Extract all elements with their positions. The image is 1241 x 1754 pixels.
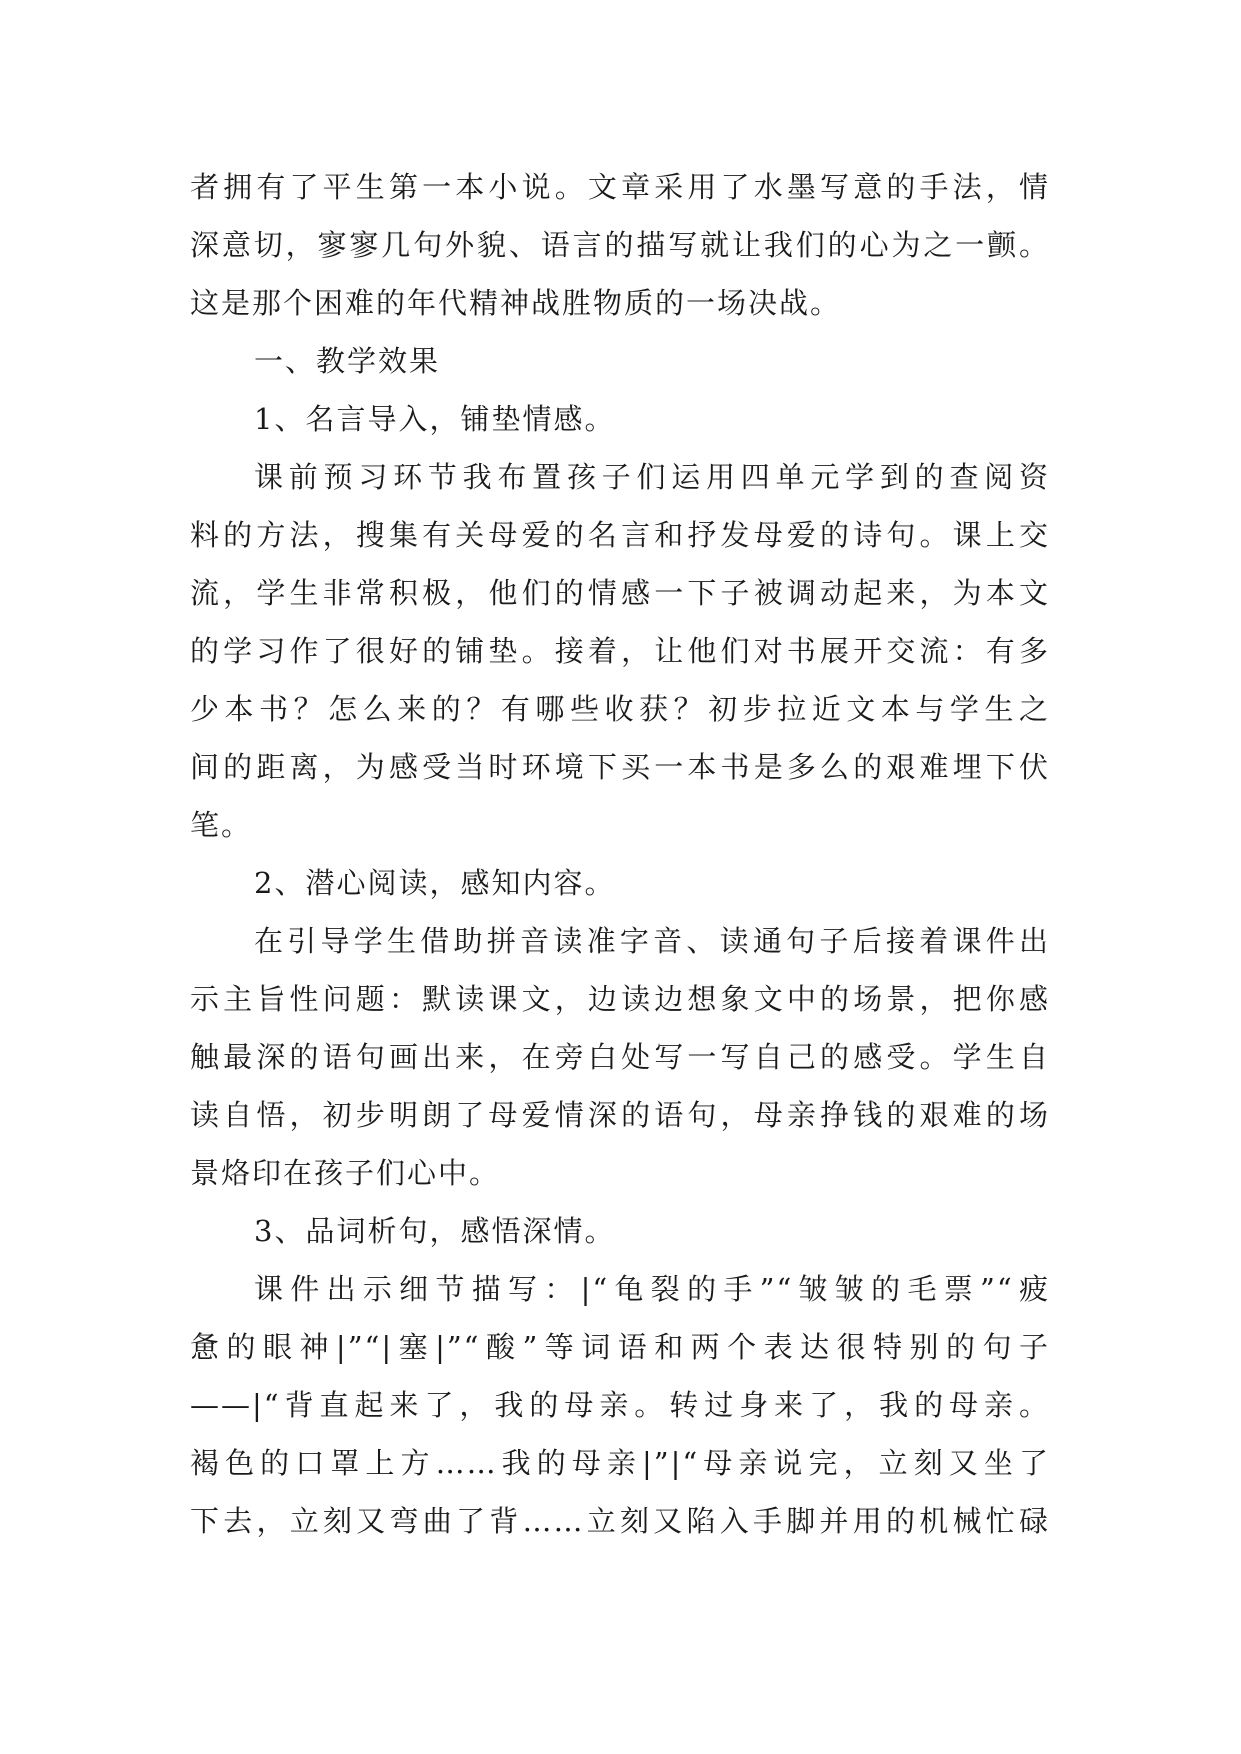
subsection-heading	[190, 390, 1050, 448]
subsection-heading	[190, 1202, 1050, 1260]
text-line: 褐色的口罩上方……我的母亲|”|“母亲说完，立刻又坐了	[190, 1446, 1050, 1480]
text-line: 一、教学效果	[254, 344, 441, 378]
text-line: 触最深的语句画出来，在旁白处写一写自己的感受。学生自	[190, 1040, 1050, 1074]
text-line: 深意切，寥寥几句外貌、语言的描写就让我们的心为之一颤。	[190, 228, 1050, 262]
paragraph	[190, 912, 1050, 1202]
text-line: 读自悟，初步明朗了母爱情深的语句，母亲挣钱的艰难的场	[190, 1098, 1050, 1132]
text-line: 惫的眼神|”“|塞|”“酸”等词语和两个表达很特别的句子	[190, 1330, 1050, 1364]
text-line: 下去，立刻又弯曲了背……立刻又陷入手脚并用的机械忙碌	[190, 1504, 1050, 1538]
text-line: 1、名言导入，铺垫情感。	[254, 402, 616, 436]
paragraph	[190, 448, 1050, 854]
text-line: 的学习作了很好的铺垫。接着，让他们对书展开交流：有多	[190, 634, 1050, 668]
text-line: 课件出示细节描写：|“龟裂的手”“皱皱的毛票”“疲	[254, 1272, 1050, 1306]
text-line: 少本书？怎么来的？有哪些收获？初步拉近文本与学生之	[190, 692, 1050, 726]
section-heading	[190, 332, 1050, 390]
paragraph	[190, 1260, 1050, 1550]
text-line: 者拥有了平生第一本小说。文章采用了水墨写意的手法，情	[190, 170, 1050, 204]
text-line: 流，学生非常积极，他们的情感一下子被调动起来，为本文	[190, 576, 1050, 610]
subsection-heading	[190, 854, 1050, 912]
paragraph	[190, 158, 1050, 332]
text-line: 示主旨性问题：默读课文，边读边想象文中的场景，把你感	[190, 982, 1050, 1016]
text-line: 笔。	[190, 808, 253, 842]
document-body	[190, 158, 1050, 1550]
text-line: 料的方法，搜集有关母爱的名言和抒发母爱的诗句。课上交	[190, 518, 1050, 552]
text-line: 在引导学生借助拼音读准字音、读通句子后接着课件出	[254, 924, 1050, 958]
text-line: 3、品词析句，感悟深情。	[254, 1214, 616, 1248]
text-line: 这是那个困难的年代精神战胜物质的一场决战。	[190, 286, 842, 320]
text-line: ——|“背直起来了，我的母亲。转过身来了，我的母亲。	[190, 1388, 1050, 1422]
text-line: 课前预习环节我布置孩子们运用四单元学到的查阅资	[254, 460, 1050, 494]
text-line: 间的距离，为感受当时环境下买一本书是多么的艰难埋下伏	[190, 750, 1050, 784]
text-line: 景烙印在孩子们心中。	[190, 1156, 501, 1190]
text-line: 2、潜心阅读，感知内容。	[254, 866, 616, 900]
